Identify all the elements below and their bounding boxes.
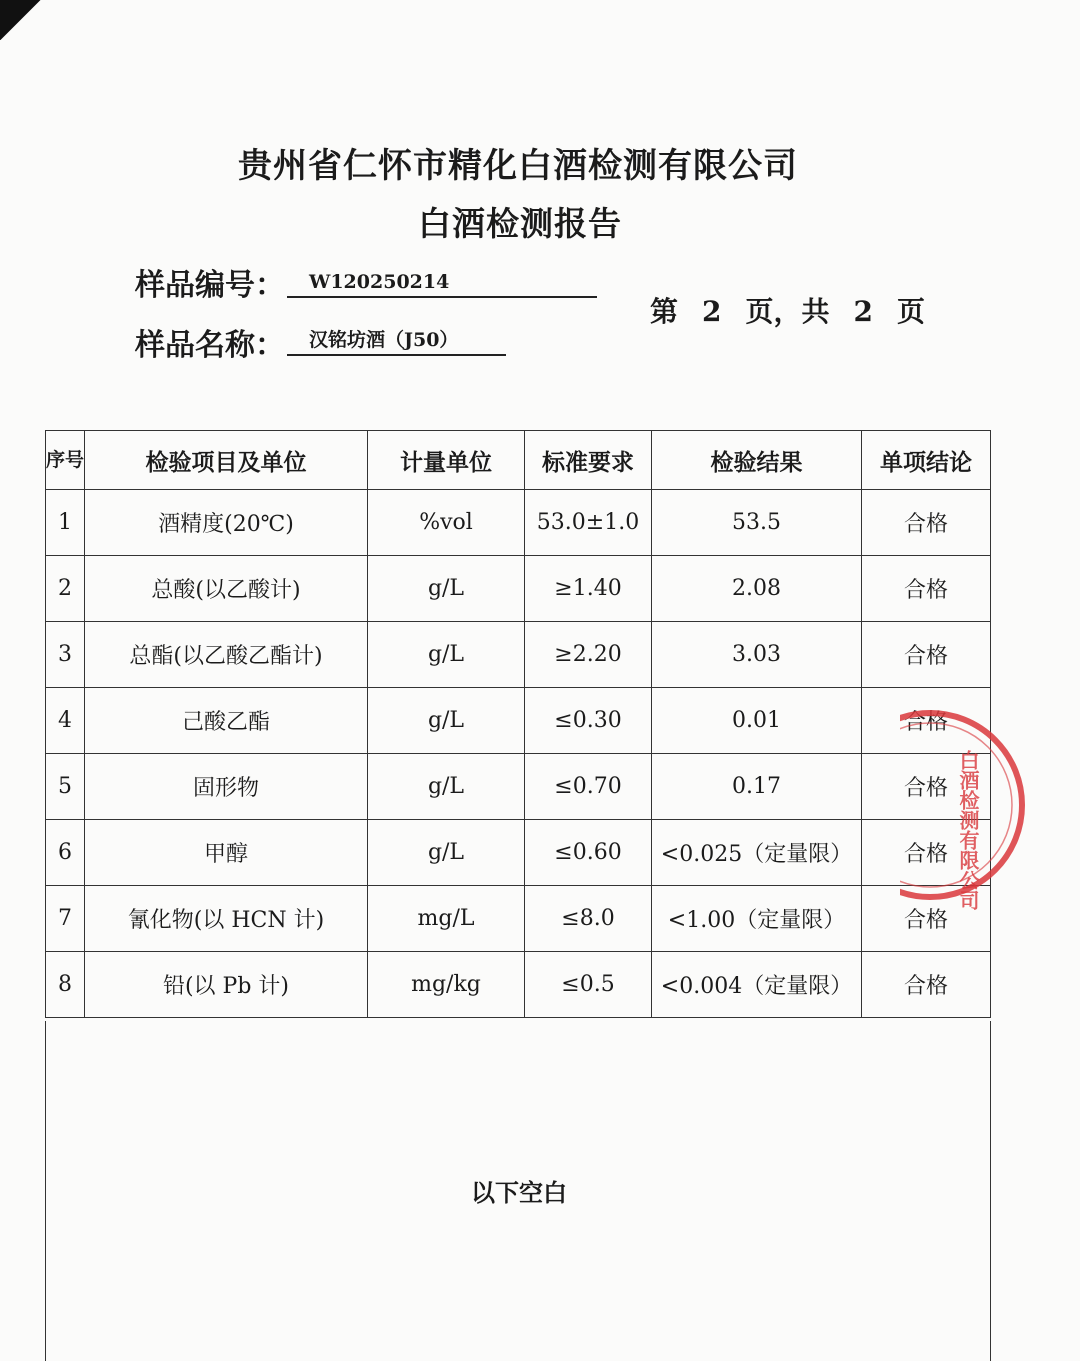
row-item: 甲醇 [85,820,368,886]
row-seq: 3 [46,622,85,688]
sample-number-value: W120250214 [287,268,597,298]
table-row [46,952,991,1018]
row-result: 0.01 [652,688,862,754]
row-standard: ≤0.5 [525,952,652,1018]
row-conclusion: 合格 [862,886,991,952]
row-conclusion: 合格 [862,622,991,688]
header-seq: 序号 [46,431,85,490]
row-conclusion: 合格 [862,952,991,1018]
row-item: 氰化物(以 HCN 计) [85,886,368,952]
row-unit: %vol [368,490,525,556]
blank-note: 以下空白 [471,1178,567,1207]
page-prefix: 第 [650,295,679,328]
row-conclusion: 合格 [862,490,991,556]
seal-text: 白酒检测有限公司 [956,750,980,910]
sample-number-label: 样品编号： [135,268,285,303]
row-unit: mg/L [368,886,525,952]
row-unit: mg/kg [368,952,525,1018]
page-suffix: 页 [897,295,926,328]
row-standard: ≥1.40 [525,556,652,622]
row-item: 铅(以 Pb 计) [85,952,368,1018]
row-result: 53.5 [652,490,862,556]
header-unit: 计量单位 [368,431,525,490]
row-item: 总酸(以乙酸计) [85,556,368,622]
table-row [46,490,991,556]
page-current: 2 [702,295,722,328]
row-seq: 6 [46,820,85,886]
row-result: 2.08 [652,556,862,622]
row-result: <1.00（定量限） [652,886,862,952]
header-standard: 标准要求 [525,431,652,490]
row-unit: g/L [368,622,525,688]
page-corner-shadow [0,0,60,40]
row-item: 己酸乙酯 [85,688,368,754]
row-seq: 8 [46,952,85,1018]
row-item: 总酯(以乙酸乙酯计) [85,622,368,688]
row-result: <0.004（定量限） [652,952,862,1018]
sample-name-value: 汉铭坊酒（J50） [287,326,506,356]
company-name: 贵州省仁怀市精化白酒检测有限公司 [238,146,798,186]
row-unit: g/L [368,820,525,886]
row-item: 固形物 [85,754,368,820]
results-table [45,430,991,1018]
row-seq: 5 [46,754,85,820]
row-conclusion: 合格 [862,754,991,820]
row-conclusion: 合格 [862,556,991,622]
table-row [46,688,991,754]
header-item: 检验项目及单位 [85,431,368,490]
row-item: 酒精度(20℃) [85,490,368,556]
header-conclusion: 单项结论 [862,431,991,490]
row-result: <0.025（定量限） [652,820,862,886]
report-title: 白酒检测报告 [418,204,622,243]
sample-name-label: 样品名称： [135,328,285,363]
row-unit: g/L [368,556,525,622]
row-seq: 2 [46,556,85,622]
row-seq: 4 [46,688,85,754]
row-standard: 53.0±1.0 [525,490,652,556]
table-row [46,556,991,622]
table-row [46,622,991,688]
page-mid: 页，共 [745,295,830,328]
row-standard: ≥2.20 [525,622,652,688]
table-row [46,886,991,952]
table-header-row [46,431,991,490]
row-result: 0.17 [652,754,862,820]
row-standard: ≤0.70 [525,754,652,820]
row-standard: ≤0.60 [525,820,652,886]
row-standard: ≤0.30 [525,688,652,754]
blank-area [45,1021,991,1361]
row-seq: 7 [46,886,85,952]
row-unit: g/L [368,754,525,820]
row-unit: g/L [368,688,525,754]
row-seq: 1 [46,490,85,556]
row-conclusion: 合格 [862,820,991,886]
table-row [46,820,991,886]
row-standard: ≤8.0 [525,886,652,952]
row-result: 3.03 [652,622,862,688]
page-total: 2 [853,295,873,328]
table-row [46,754,991,820]
row-conclusion: 合格 [862,688,991,754]
page-info [638,290,937,330]
header-result: 检验结果 [652,431,862,490]
